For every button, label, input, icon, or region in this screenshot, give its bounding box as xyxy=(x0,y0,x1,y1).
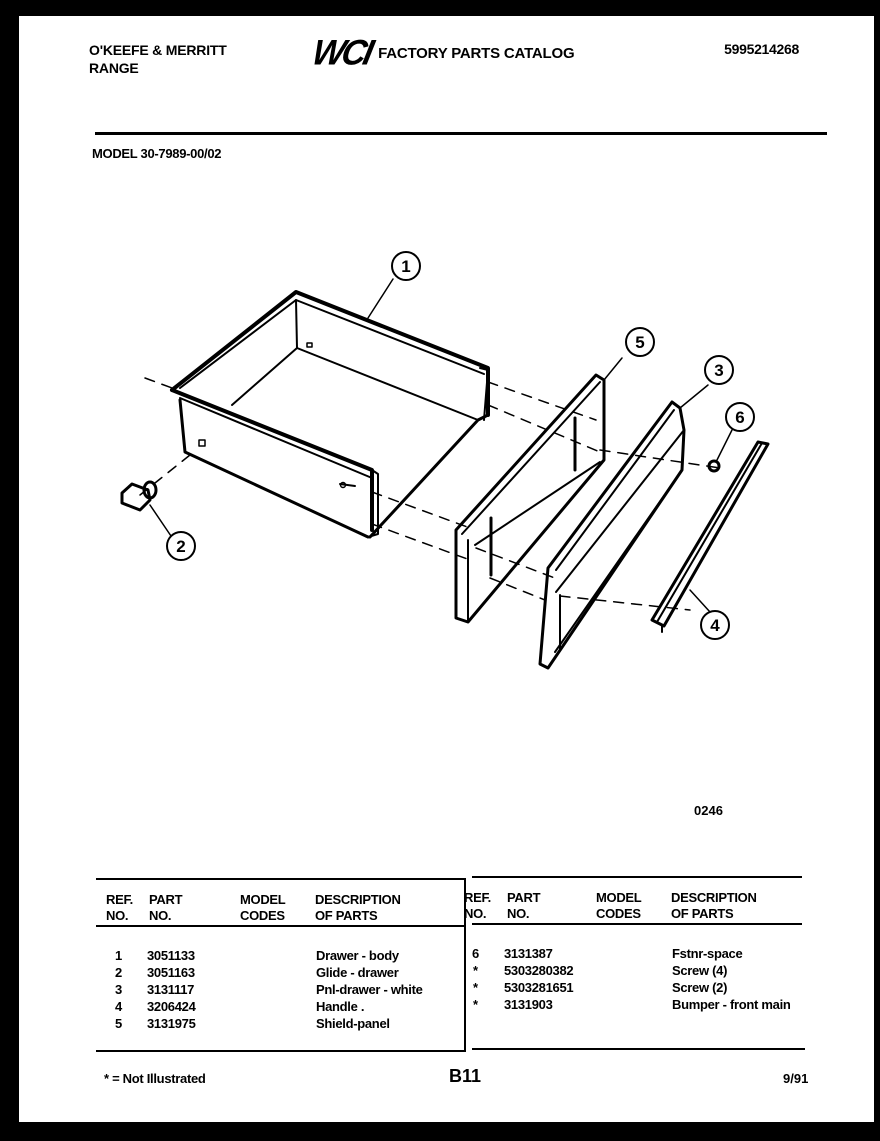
part-no: 3051163 xyxy=(147,965,195,980)
col-part-header-right: PART NO. xyxy=(507,890,541,921)
description: Bumper - front main xyxy=(672,997,791,1012)
description: Glide - drawer xyxy=(316,965,399,980)
col-ref-header: REF. NO. xyxy=(106,892,133,923)
product-type: RANGE xyxy=(89,60,139,76)
part-no: 3131903 xyxy=(504,997,553,1012)
col-desc-header-right: DESCRIPTION OF PARTS xyxy=(671,890,757,921)
callout-3: 3 xyxy=(714,361,724,380)
table-right-top-rule xyxy=(472,876,802,878)
description: Handle . xyxy=(316,999,365,1014)
ref-no: 4 xyxy=(115,999,122,1014)
description: Shield-panel xyxy=(316,1016,390,1031)
table-row xyxy=(19,996,874,1013)
parts-table xyxy=(19,16,874,1122)
table-left-header-rule xyxy=(96,925,466,927)
part-no: 5303281651 xyxy=(504,980,574,995)
description: Pnl-drawer - white xyxy=(316,982,423,997)
table-row xyxy=(19,945,874,962)
ref-no: 2 xyxy=(115,965,122,980)
model-number: MODEL 30-7989-00/02 xyxy=(92,146,222,161)
callout-6: 6 xyxy=(735,408,745,427)
ref-no: 3 xyxy=(115,982,122,997)
ref-no: * xyxy=(473,963,478,978)
ref-no: * xyxy=(473,980,478,995)
brand-name: O'KEEFE & MERRITT xyxy=(89,42,227,58)
callout-2: 2 xyxy=(176,537,186,556)
col-desc-header: DESCRIPTION OF PARTS xyxy=(315,892,401,923)
table-right-header-rule xyxy=(472,923,802,925)
ref-no: * xyxy=(473,997,478,1012)
callout-5: 5 xyxy=(635,333,645,352)
description: Screw (2) xyxy=(672,980,728,995)
col-part-header: PART NO. xyxy=(149,892,183,923)
footer-note: * = Not Illustrated xyxy=(104,1071,206,1086)
table-row xyxy=(19,1015,459,1032)
diagram-code: 0246 xyxy=(694,803,723,818)
wci-logo: WCI xyxy=(308,33,375,73)
revision-date: 9/91 xyxy=(783,1071,809,1086)
part-no: 5303280382 xyxy=(504,963,574,978)
part-no: 3051133 xyxy=(147,948,195,963)
col-model-header: MODEL CODES xyxy=(240,892,286,923)
ref-no: 1 xyxy=(115,948,122,963)
table-row xyxy=(19,962,874,979)
table-left-bottom-rule xyxy=(96,1050,466,1052)
ref-no: 6 xyxy=(472,946,479,961)
col-ref-header-right: REF. NO. xyxy=(464,890,491,921)
table-right-bottom-rule xyxy=(472,1048,805,1050)
part-no: 3131975 xyxy=(147,1016,196,1031)
callout-4: 4 xyxy=(710,616,720,635)
parts-catalog-page xyxy=(19,16,874,1122)
part-no: 3206424 xyxy=(147,999,196,1014)
table-row xyxy=(19,979,874,996)
ref-no: 5 xyxy=(115,1016,122,1031)
description: Fstnr-space xyxy=(672,946,743,961)
col-model-header-right: MODEL CODES xyxy=(596,890,642,921)
page-number: B11 xyxy=(449,1066,482,1086)
table-left-top-rule xyxy=(96,878,466,880)
catalog-number: 5995214268 xyxy=(724,41,799,57)
callout-1: 1 xyxy=(401,257,411,276)
part-no: 3131117 xyxy=(147,982,195,997)
description: Drawer - body xyxy=(316,948,399,963)
part-no: 3131387 xyxy=(504,946,553,961)
description: Screw (4) xyxy=(672,963,728,978)
catalog-title: FACTORY PARTS CATALOG xyxy=(378,44,575,62)
